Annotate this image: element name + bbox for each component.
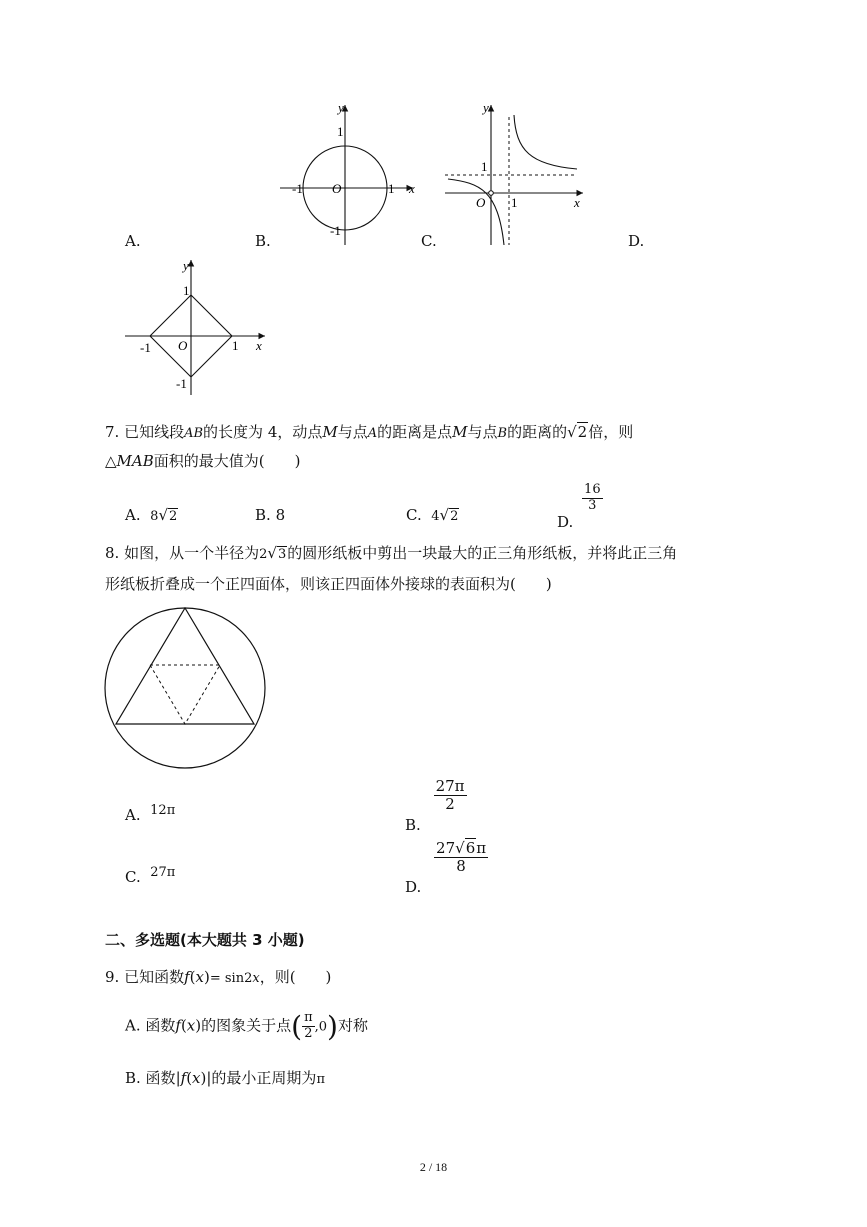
- q8-circle-triangle-figure: [100, 600, 270, 770]
- q7-stem-line2: △MAB面积的最大值为( ): [105, 452, 301, 470]
- q7-option-b: B. 8: [255, 506, 286, 524]
- graph-d-tick-x-neg: -1: [140, 340, 151, 355]
- graph-c-origin: O: [476, 195, 486, 210]
- graph-b-tick-y-neg: -1: [330, 223, 341, 238]
- graph-d-y-label: y: [183, 258, 189, 273]
- graph-b-tick-x-pos: 1: [388, 181, 395, 196]
- graph-d-origin: O: [178, 338, 188, 353]
- graph-d-tick-y-pos: 1: [183, 283, 190, 298]
- graph-c-x-label: x: [574, 195, 580, 210]
- graph-d-tick-x-pos: 1: [232, 338, 239, 353]
- graph-d-tick-y-neg: -1: [176, 376, 187, 391]
- q8-option-c: C. 27π: [125, 865, 176, 886]
- q6-option-d-label: D.: [628, 232, 645, 250]
- q8-option-d: D. $\frac{27√6\pi}{8}$: [405, 839, 487, 896]
- graph-b-tick-y-pos: 1: [337, 124, 344, 139]
- graph-c-tick-x: 1: [511, 195, 518, 210]
- graph-b-x-label: x: [409, 181, 415, 196]
- graph-d-x-label: x: [256, 338, 262, 353]
- q6-option-a-label: A.: [125, 232, 141, 250]
- q7-option-a: A. 8√2: [125, 506, 178, 524]
- q8-stem-line2: 形纸板折叠成一个正四面体，则该正四面体外接球的表面积为( ): [105, 575, 552, 593]
- graph-c-y-label: y: [483, 100, 489, 115]
- q8-option-b: B. $\frac{27\pi}{2}$: [405, 777, 465, 834]
- q7-option-c: C. 4√2: [406, 506, 459, 524]
- q9-stem: 9. 已知函数f(x)= sin2x，则( ): [105, 968, 332, 986]
- q6-option-b-label: B.: [255, 232, 271, 250]
- graph-b-tick-x-neg: -1: [292, 181, 303, 196]
- q7-option-d: D. $\frac{16}{3}$: [557, 482, 601, 532]
- q6-graph-d-diamond: [120, 255, 275, 400]
- page-number: 2 / 18: [419, 1160, 448, 1174]
- graph-b-origin: O: [332, 181, 342, 196]
- q7-stem-line1: 7. 已知线段AB的长度为 4，动点M与点A的距离是点M与点B的距离的√2倍，则: [105, 423, 634, 441]
- q6-option-c-label: C.: [421, 232, 437, 250]
- graph-c-tick-y: 1: [481, 159, 488, 174]
- q9-option-a: A. 函数f(x)的图象关于点( $\frac{\pi}{2}$ ,0)对称: [125, 1010, 368, 1043]
- q6-graph-b-circle: [270, 95, 430, 255]
- section-title-multiple-choice: 二、多选题(本大题共 3 小题): [105, 931, 305, 949]
- q9-option-b: B. 函数|f(x)|的最小正周期为π: [125, 1069, 325, 1087]
- graph-b-y-label: y: [338, 100, 344, 115]
- q6-graph-c-hyperbola: [440, 95, 590, 250]
- q8-stem-line1: 8. 如图，从一个半径为2√3的圆形纸板中剪出一块最大的正三角形纸板，并将此正三角: [105, 544, 678, 562]
- q8-option-a: A. 12π: [125, 803, 176, 824]
